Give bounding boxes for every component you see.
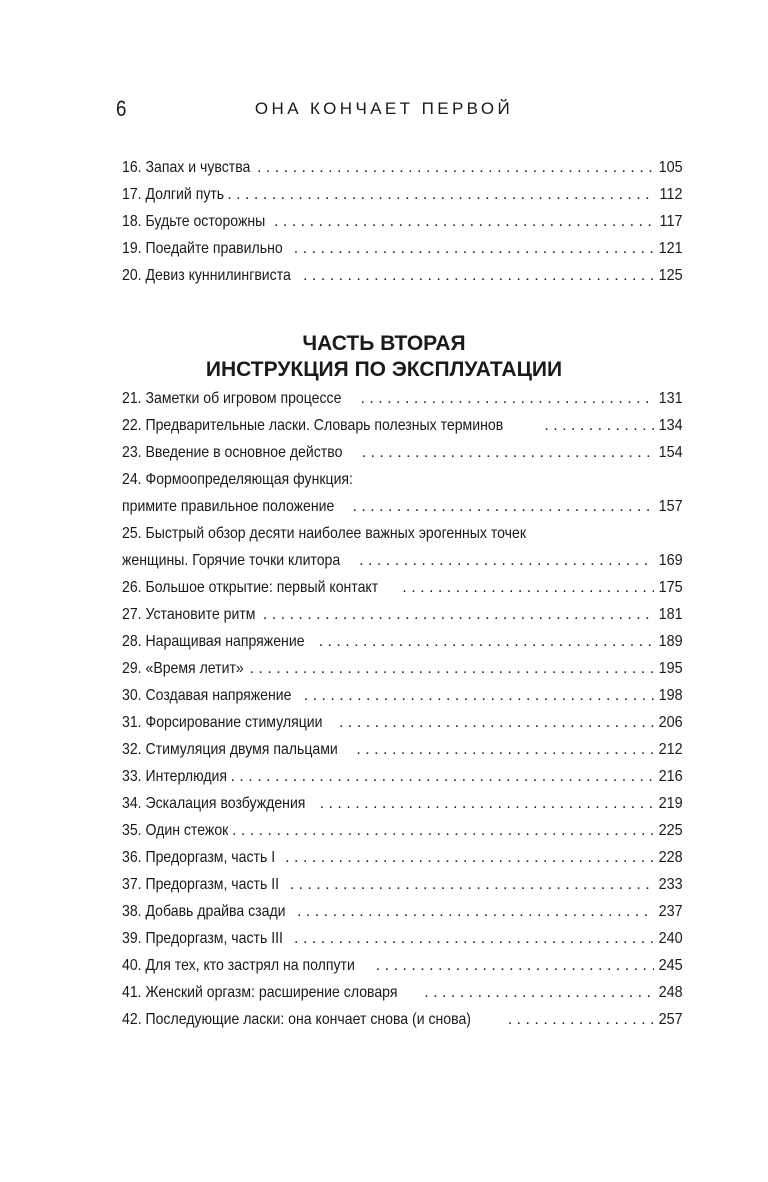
toc-entry: [122, 493, 683, 520]
dot-leader: [232, 817, 654, 844]
toc-entry: [122, 208, 683, 235]
dot-leader: [544, 412, 654, 439]
toc-entry-page: 157: [658, 498, 683, 515]
toc-entry-title: 35. Один стежок: [122, 822, 229, 839]
toc-entry-title: 25. Быстрый обзор десяти наиболее важных эрогенных точек: [122, 525, 526, 542]
toc-entry: [122, 709, 683, 736]
toc-entry-page: 198: [658, 687, 683, 704]
toc-entry: [122, 547, 683, 574]
toc-entry: [122, 574, 683, 601]
part-two-heading-line2: ИНСТРУКЦИЯ ПО ЭКСПЛУАТАЦИИ: [205, 358, 563, 381]
toc-entry-first-line: [122, 520, 683, 547]
toc-entry-title: 39. Предоргазм, часть III: [122, 930, 283, 947]
toc-entry: [122, 154, 683, 181]
toc-entry: [122, 898, 683, 925]
toc-entry-title: 28. Наращивая напряжение: [122, 633, 305, 650]
dot-leader: [250, 655, 655, 682]
toc-entry: [122, 655, 683, 682]
toc-entry: [122, 844, 683, 871]
dot-leader: [360, 385, 654, 412]
toc-entry: [122, 628, 683, 655]
toc-entry-page: 212: [658, 741, 683, 758]
running-title: ОНА КОНЧАЕТ ПЕРВОЙ: [254, 99, 514, 118]
toc-entry-title: 36. Предоргазм, часть I: [122, 849, 276, 866]
toc-part-one: [122, 154, 683, 289]
toc-entry-title: 16. Запах и чувства: [122, 159, 251, 176]
toc-entry-page: 248: [658, 984, 683, 1001]
toc-entry: [122, 763, 683, 790]
dot-leader: [508, 1006, 655, 1033]
toc-part-two: [122, 385, 683, 1033]
toc-entry-title: женщины. Горячие точки клитора: [122, 552, 341, 569]
toc-entry-page: 117: [660, 213, 683, 230]
dot-leader: [285, 844, 654, 871]
toc-entry: [122, 235, 683, 262]
toc-entry-page: 228: [658, 849, 683, 866]
toc-entry: [122, 439, 683, 466]
dot-leader: [290, 871, 655, 898]
toc-entry-page: 189: [658, 633, 683, 650]
toc-entry-page: 112: [660, 186, 683, 203]
dot-leader: [263, 601, 654, 628]
toc-entry: [122, 925, 683, 952]
toc-entry-title: 21. Заметки об игровом процессе: [122, 390, 342, 407]
toc-entry-page: 257: [658, 1011, 683, 1028]
toc-entry-title: 17. Долгий путь: [122, 186, 225, 203]
toc-entry-page: 233: [658, 876, 683, 893]
toc-entry-page: 237: [658, 903, 683, 920]
dot-leader: [274, 208, 655, 235]
toc-entry-title: 42. Последующие ласки: она кончает снова (и снова): [122, 1011, 471, 1028]
toc-entry: [122, 952, 683, 979]
toc-entry: [122, 736, 683, 763]
toc-entry-page: 121: [658, 240, 683, 257]
dot-leader: [227, 181, 655, 208]
toc-entry-title: 26. Большое открытие: первый контакт: [122, 579, 379, 596]
toc-entry-title: 27. Установите ритм: [122, 606, 256, 623]
toc-entry-page: 134: [658, 417, 683, 434]
toc-entry-page: 154: [658, 444, 683, 461]
dot-leader: [424, 979, 654, 1006]
dot-leader: [319, 628, 655, 655]
dot-leader: [231, 763, 655, 790]
toc-entry-page: 169: [658, 552, 683, 569]
toc-entry: [122, 1006, 683, 1033]
dot-leader: [339, 709, 654, 736]
dot-leader: [297, 898, 654, 925]
toc-entry: [122, 790, 683, 817]
toc-entry-title: 23. Введение в основное действо: [122, 444, 343, 461]
dot-leader: [257, 154, 654, 181]
toc-entry-title: примите правильное положение: [122, 498, 335, 515]
toc-entry-page: 225: [658, 822, 683, 839]
toc-entry-title: 40. Для тех, кто застрял на полпути: [122, 957, 355, 974]
toc-entry-first-line: [122, 466, 683, 493]
toc-entry-title: 30. Создавая напряжение: [122, 687, 292, 704]
toc-entry-title: 20. Девиз куннилингвиста: [122, 267, 291, 284]
dot-leader: [352, 493, 654, 520]
toc-entry-page: 195: [658, 660, 683, 677]
toc-entry-title: 18. Будьте осторожны: [122, 213, 266, 230]
toc-entry-title: 19. Поедайте правильно: [122, 240, 283, 257]
toc-entry-page: 216: [658, 768, 683, 785]
toc-entry-title: 29. «Время летит»: [122, 660, 244, 677]
dot-leader: [356, 736, 654, 763]
toc-entry: [122, 871, 683, 898]
toc-entry-title: 22. Предварительные ласки. Словарь полезных терминов: [122, 417, 504, 434]
dot-leader: [376, 952, 655, 979]
toc-entry: [122, 262, 683, 289]
toc-entry-title: 37. Предоргазм, часть II: [122, 876, 280, 893]
toc-entry-title: 31. Форсирование стимуляции: [122, 714, 323, 731]
toc-entry-title: 34. Эскалация возбуждения: [122, 795, 306, 812]
toc-entry: [122, 817, 683, 844]
page-number: 6: [116, 96, 127, 121]
toc-entry-page: 105: [658, 159, 683, 176]
toc-entry-page: 131: [658, 390, 683, 407]
toc-entry-page: 245: [658, 957, 683, 974]
toc-entry: [122, 682, 683, 709]
toc-entry: [122, 979, 683, 1006]
dot-leader: [294, 235, 655, 262]
dot-leader: [294, 925, 654, 952]
part-two-heading-line1: ЧАСТЬ ВТОРАЯ: [302, 332, 466, 355]
toc-entry-title: 32. Стимуляция двумя пальцами: [122, 741, 338, 758]
dot-leader: [359, 547, 654, 574]
toc-entry: [122, 412, 683, 439]
toc-entry: [122, 385, 683, 412]
dot-leader: [304, 682, 655, 709]
toc-entry-title: 33. Интерлюдия: [122, 768, 228, 785]
dot-leader: [402, 574, 654, 601]
toc-entry-page: 181: [658, 606, 683, 623]
toc-entry-title: 38. Добавь драйва сзади: [122, 903, 286, 920]
toc-entry-page: 219: [658, 795, 683, 812]
dot-leader: [362, 439, 655, 466]
toc-entry-title: 41. Женский оргазм: расширение словаря: [122, 984, 398, 1001]
toc-entry-page: 240: [658, 930, 683, 947]
toc-entry-page: 175: [658, 579, 683, 596]
toc-entry: [122, 181, 683, 208]
dot-leader: [320, 790, 655, 817]
toc-entry-title: 24. Формоопределяющая функция:: [122, 471, 353, 488]
toc-entry-page: 206: [658, 714, 683, 731]
toc-entry-page: 125: [658, 267, 683, 284]
dot-leader: [303, 262, 654, 289]
toc-entry: [122, 601, 683, 628]
